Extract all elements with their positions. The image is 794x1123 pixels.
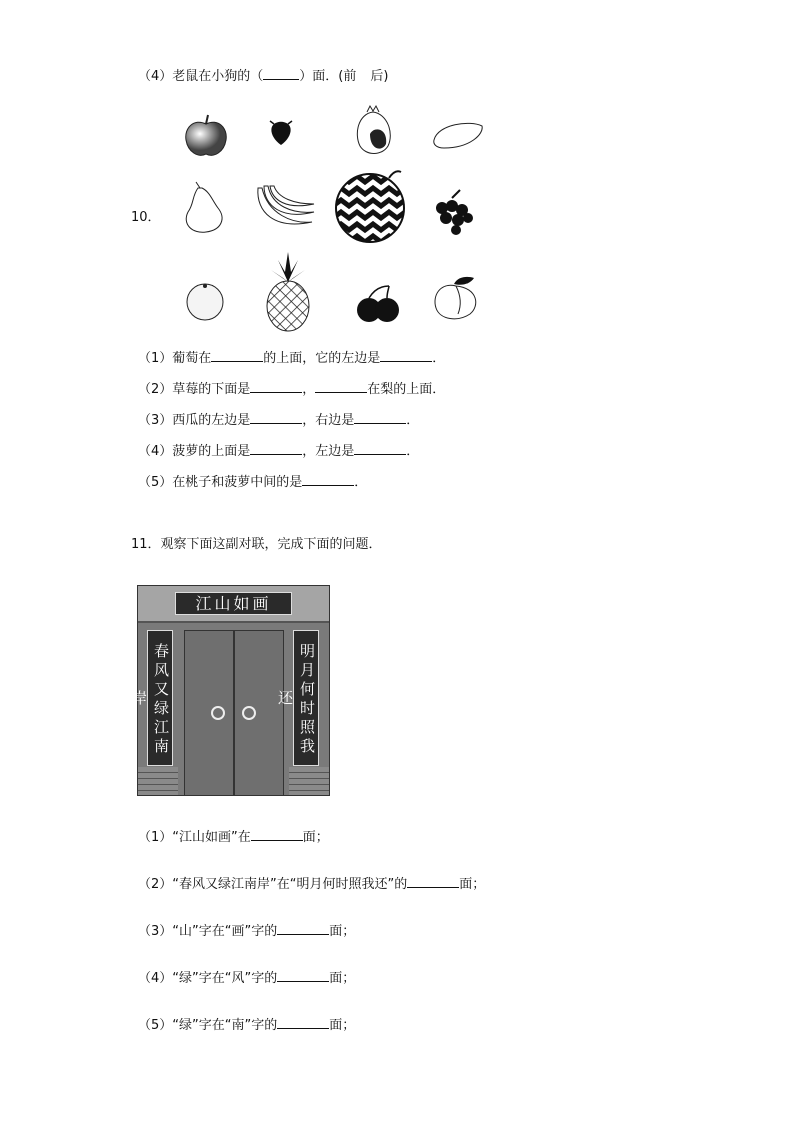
answer-blank[interactable] <box>302 472 354 486</box>
couplet-horizontal: 江山如画 <box>175 592 292 615</box>
q10-item-4: （4）菠萝的上面是 ，左边是 ． <box>138 441 419 461</box>
answer-blank[interactable] <box>211 348 263 362</box>
q11-item-5: （5）“绿”字在“南”字的 面； <box>138 1015 355 1035</box>
peach-icon <box>430 274 482 322</box>
grape-icon <box>430 188 478 236</box>
answer-blank[interactable] <box>315 379 367 393</box>
banana-icon <box>252 182 318 234</box>
couplet-left: 春风又绿江南岸 <box>147 630 173 766</box>
apple-icon <box>182 112 230 160</box>
q9-4-line: （4）老鼠在小狗的（ ）面．(前 后) <box>138 66 388 86</box>
couplet-right: 明月何时照我还 <box>293 630 319 766</box>
answer-blank[interactable] <box>277 968 329 982</box>
pineapple-icon <box>263 250 313 332</box>
answer-blank[interactable] <box>251 827 303 841</box>
q10-item-2: （2）草莓的下面是 ， 在梨的上面． <box>138 379 445 399</box>
couplet-door-image <box>130 585 330 796</box>
answer-blank[interactable] <box>263 66 299 80</box>
door-leaf-left <box>184 630 234 796</box>
cherry-icon <box>355 284 403 324</box>
strawberry-icon <box>266 118 296 148</box>
answer-blank[interactable] <box>250 410 302 424</box>
door-step-right <box>289 767 329 795</box>
answer-blank[interactable] <box>354 410 406 424</box>
q11-item-2: （2）“春风又绿江南岸”在“明月何时照我还”的 面； <box>138 874 485 894</box>
answer-blank[interactable] <box>277 1015 329 1029</box>
watermelon-icon <box>333 168 409 244</box>
answer-blank[interactable] <box>250 441 302 455</box>
answer-blank[interactable] <box>380 348 432 362</box>
q11-item-1: （1）“江山如画”在 面； <box>138 827 329 847</box>
q10-item-1: （1）葡萄在 的上面，它的左边是 ． <box>138 348 445 368</box>
answer-blank[interactable] <box>354 441 406 455</box>
door-knob-left <box>211 706 225 720</box>
door-step-left <box>138 767 178 795</box>
orange-icon <box>183 280 227 322</box>
q10-item-5: （5）在桃子和菠萝中间的是 ． <box>138 472 367 492</box>
answer-blank[interactable] <box>277 921 329 935</box>
pear-icon <box>180 180 228 236</box>
mango-icon <box>430 118 486 150</box>
door-knob-right <box>242 706 256 720</box>
q10-item-3: （3）西瓜的左边是 ，右边是 ． <box>138 410 419 430</box>
answer-blank[interactable] <box>250 379 302 393</box>
q11-item-4: （4）“绿”字在“风”字的 面； <box>138 968 355 988</box>
q11-item-3: （3）“山”字在“画”字的 面； <box>138 921 355 941</box>
q11-title: 11．观察下面这副对联，完成下面的问题． <box>131 537 382 552</box>
question-number-10: 10． <box>131 210 161 225</box>
answer-blank[interactable] <box>407 874 459 888</box>
pomegranate-icon <box>352 104 394 156</box>
